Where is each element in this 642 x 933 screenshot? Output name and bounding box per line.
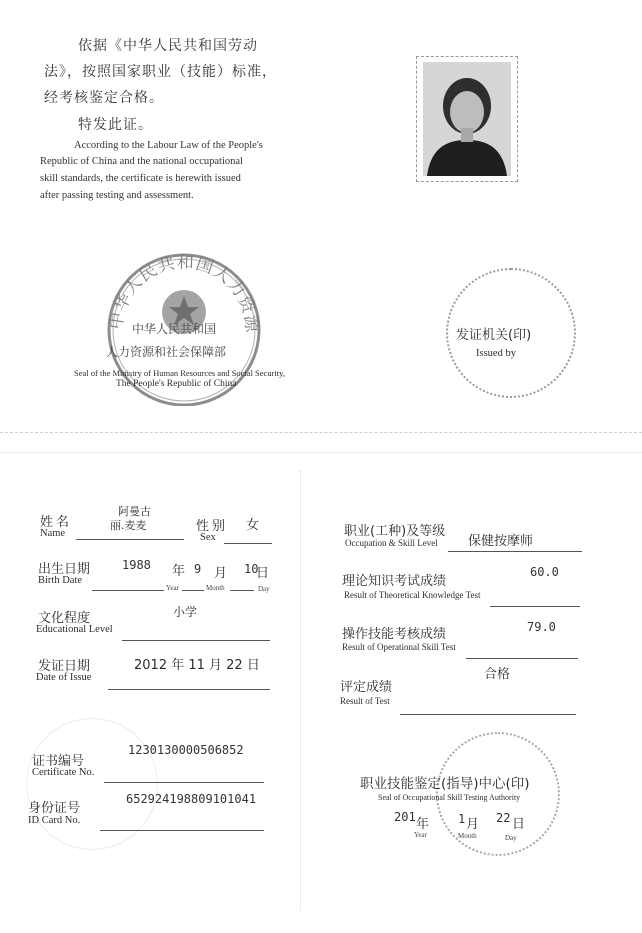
theory-label-en: Result of Theoretical Knowledge Test [344,590,481,600]
sex-label-cn: 性别 [196,519,229,534]
seal-inner-line1: 中华人民共和国 [132,322,217,336]
auth-date-year-cn: 年 [416,817,430,832]
legal-text-cn-line4: 特发此证。 [78,117,153,133]
auth-date-year: 201 [394,810,416,824]
theory-underline [490,606,580,607]
legal-text-en-line4: after passing testing and assessment. [40,190,194,201]
eval-value: 合格 [484,667,511,682]
eval-underline [400,714,576,715]
id-label-cn: 身份证号 [28,801,81,816]
birth-day-underline [230,590,254,591]
auth-date-year-en: Year [414,831,427,839]
birth-month-en: Month [206,584,225,592]
eval-label-en: Result of Test [340,696,390,706]
issue-value: 2012 年 11 月 22 日 [134,658,260,673]
birth-day: 10 [244,562,259,576]
birth-label-cn: 出生日期 [38,562,91,577]
occ-label-en: Occupation & Skill Level [345,538,438,548]
legal-text-cn-line2: 法》，按照国家职业（技能）标准， [44,64,277,80]
id-value: 652924198809101041 [126,792,257,806]
authority-en: Seal of Occupational Skill Testing Authority [378,793,521,802]
theory-value: 60.0 [530,565,559,579]
page-edge [0,452,642,453]
auth-date-day-cn: 日 [512,817,526,832]
birth-month-cn: 月 [214,566,228,581]
eval-label-cn: 评定成绩 [340,680,393,695]
authority-cn: 职业技能鉴定(指导)中心(印) [360,776,530,792]
legal-text-cn-line3: 经考核鉴定合格。 [44,90,164,106]
fold-line [0,432,642,433]
issue-label-cn: 发证日期 [38,659,91,674]
id-label-en: ID Card No. [28,815,81,826]
legal-text-en-line1: According to the Labour Law of the People's [74,140,263,151]
occ-label-cn: 职业(工种)及等级 [344,524,446,539]
name-label-en: Name [40,528,66,539]
issued-by-cn: 发证机关(印) [456,328,532,343]
name-label-cn: 姓名 [40,515,73,530]
occ-underline [448,551,582,552]
issue-underline [108,689,270,690]
auth-date-day-en: Day [505,834,517,842]
birth-day-en: Day [258,585,270,593]
edu-underline [122,640,270,641]
birth-label-en: Birth Date [38,575,83,586]
birth-month-underline [182,590,204,591]
skill-label-en: Result of Operational Skill Test [342,642,456,652]
edu-label-cn: 文化程度 [38,611,91,626]
legal-text-en-line2: Republic of China and the national occupational [40,156,243,167]
edu-label-en: Educational Level [36,624,113,635]
theory-label-cn: 理论知识考试成绩 [342,574,447,589]
name-value-line2: 丽.麦麦 [110,519,147,532]
occ-value: 保健按摩师 [468,534,534,549]
cert-value: 1230130000506852 [128,743,244,757]
skill-value: 79.0 [527,620,556,634]
holder-photo [423,62,511,176]
birth-month: 9 [194,562,202,576]
page-spine [300,470,301,910]
birth-year-cn: 年 [172,564,186,579]
skill-underline [466,658,578,659]
seal-ring-text: 中华人民共和国人力资源 [106,252,262,334]
portrait-image [423,62,511,176]
name-underline [76,539,184,540]
seal-inner-line2: 人力资源和社会保障部 [106,345,227,359]
issued-by-en: Issued by [476,348,516,359]
auth-date-month-en: Month [458,832,477,840]
birth-underline [92,590,164,591]
cert-underline [104,782,264,783]
auth-date-day: 22 [496,811,511,825]
photo-frame [416,56,518,182]
cert-label-en: Certificate No. [32,767,95,778]
auth-date-month: 1 [458,812,466,826]
sex-label-en: Sex [200,532,216,543]
birth-year-en: Year [166,584,179,592]
seal-caption-line1: Seal of the Ministry of Human Resources and Social Security, [74,368,285,378]
auth-date-month-cn: 月 [466,817,480,832]
legal-text-en-line3: skill standards, the certificate is herewith issued [40,173,241,184]
issue-label-en: Date of Issue [36,672,92,683]
name-value-line1: 阿曼古 [118,505,151,518]
legal-text-cn-line1: 依据《中华人民共和国劳动 [78,38,258,54]
edu-value: 小学 [173,605,198,619]
skill-label-cn: 操作技能考核成绩 [342,627,447,642]
cert-label-cn: 证书编号 [32,754,85,769]
birth-day-cn: 日 [256,566,270,581]
sex-value: 女 [246,518,260,533]
seal-caption-line2: The People's Republic of China [116,379,237,389]
birth-year: 1988 [122,558,151,572]
sex-underline [224,543,272,544]
id-underline [100,830,264,831]
